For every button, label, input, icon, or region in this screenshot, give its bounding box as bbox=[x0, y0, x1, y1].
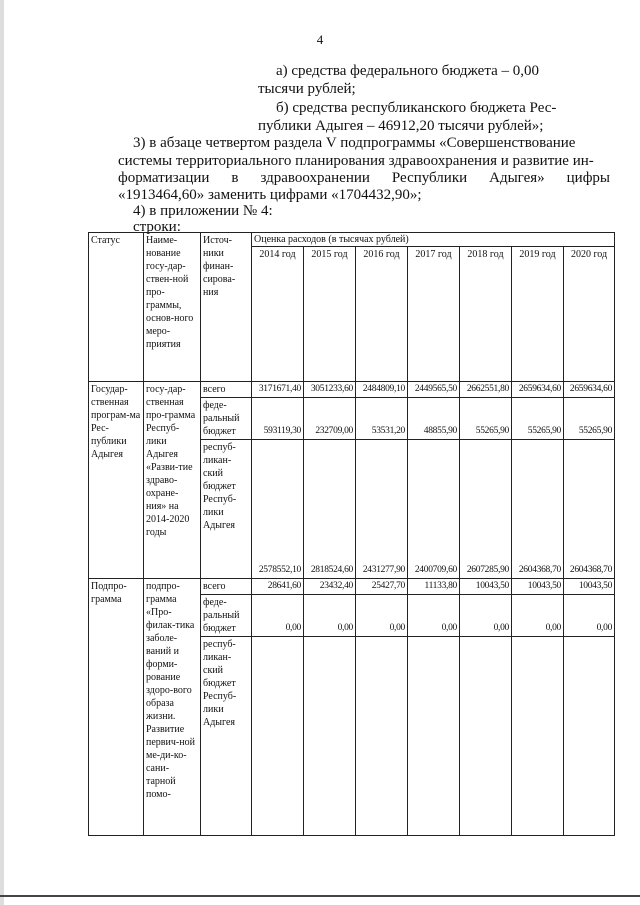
value-cell: 2818524,60 bbox=[304, 440, 356, 579]
word: в bbox=[231, 170, 239, 186]
source-label: респуб-ликан-ский бюджет Респуб-лики Адыгея bbox=[201, 440, 252, 579]
value-cell: 2604368,70 bbox=[564, 440, 615, 579]
line-p3-3 bbox=[118, 169, 610, 187]
line-b2: публики Адыгея – 46912,20 тысячи рублей»; bbox=[258, 118, 544, 134]
header-source: Источ-ники финан-сирова-ния bbox=[201, 233, 252, 382]
page-bottom-border bbox=[0, 895, 640, 897]
header-estimate: Оценка расходов (в тысячах рублей) bbox=[252, 233, 615, 247]
value-cell: 28641,60 bbox=[252, 579, 304, 595]
value-cell: 3171671,40 bbox=[252, 382, 304, 398]
header-year: 2015 год bbox=[304, 247, 356, 382]
source-label: феде-ральный бюджет bbox=[201, 398, 252, 440]
value-cell: 2659634,60 bbox=[512, 382, 564, 398]
header-year: 2014 год bbox=[252, 247, 304, 382]
value-cell bbox=[252, 637, 304, 836]
value-cell: 11133,80 bbox=[408, 579, 460, 595]
value-cell: 23432,40 bbox=[304, 579, 356, 595]
value-cell: 0,00 bbox=[460, 595, 512, 637]
row-status: Государ-ственная програм-ма Рес-публики Адыгея bbox=[89, 382, 144, 579]
line-b1: б) средства республиканского бюджета Рес- bbox=[276, 100, 557, 116]
value-cell: 3051233,60 bbox=[304, 382, 356, 398]
value-cell: 2662551,80 bbox=[460, 382, 512, 398]
value-cell: 232709,00 bbox=[304, 398, 356, 440]
source-label: всего bbox=[201, 579, 252, 595]
header-year: 2018 год bbox=[460, 247, 512, 382]
value-cell bbox=[304, 637, 356, 836]
value-cell: 10043,50 bbox=[512, 579, 564, 595]
line-p4-2: строки: bbox=[133, 219, 181, 235]
word: здравоохранении bbox=[260, 170, 370, 186]
word: цифры bbox=[566, 170, 610, 186]
value-cell: 55265,90 bbox=[512, 398, 564, 440]
page-number: 4 bbox=[316, 32, 324, 47]
value-cell: 10043,50 bbox=[460, 579, 512, 595]
header-year: 2016 год bbox=[356, 247, 408, 382]
value-cell: 0,00 bbox=[356, 595, 408, 637]
value-cell bbox=[408, 637, 460, 836]
value-cell: 0,00 bbox=[564, 595, 615, 637]
expenses-table bbox=[88, 232, 615, 836]
source-label: всего bbox=[201, 382, 252, 398]
value-cell: 2604368,70 bbox=[512, 440, 564, 579]
value-cell bbox=[460, 637, 512, 836]
header-name: Наиме-нование госу-дар-ствен-ной про-граммы, основ-ного меро-приятия bbox=[144, 233, 201, 382]
value-cell bbox=[356, 637, 408, 836]
value-cell: 593119,30 bbox=[252, 398, 304, 440]
value-cell: 25427,70 bbox=[356, 579, 408, 595]
line-p3-1: 3) в абзаце четвертом раздела V подпрограммы «Совершенствование bbox=[133, 135, 576, 151]
value-cell bbox=[564, 637, 615, 836]
value-cell: 48855,90 bbox=[408, 398, 460, 440]
source-label: феде-ральный бюджет bbox=[201, 595, 252, 637]
header-year: 2017 год bbox=[408, 247, 460, 382]
row-name: подпро-грамма «Про-филак-тика заболе-ваний и форми-рование здоро-вого образа жизни. Развитие первич-ной ме-ди-ко-сани-тарной помо- bbox=[144, 579, 201, 836]
header-year: 2020 год bbox=[564, 247, 615, 382]
value-cell: 2431277,90 bbox=[356, 440, 408, 579]
value-cell bbox=[512, 637, 564, 836]
value-cell: 2449565,50 bbox=[408, 382, 460, 398]
header-year: 2019 год bbox=[512, 247, 564, 382]
table-row bbox=[89, 579, 615, 595]
value-cell: 2659634,60 bbox=[564, 382, 615, 398]
value-cell: 0,00 bbox=[304, 595, 356, 637]
word: Республики bbox=[391, 170, 468, 186]
row-status: Подпро-грамма bbox=[89, 579, 144, 836]
header-status: Статус bbox=[89, 233, 144, 382]
page-edge-shadow bbox=[0, 0, 4, 905]
row-name: госу-дар-ственная про-грамма Респуб-лики Адыгея «Разви-тие здраво-охране-ния» на 2014-2020 годы bbox=[144, 382, 201, 579]
value-cell: 2484809,10 bbox=[356, 382, 408, 398]
header-row-1 bbox=[89, 233, 615, 247]
line-a2: тысячи рублей; bbox=[258, 81, 356, 97]
line-a1: а) средства федерального бюджета – 0,00 bbox=[276, 63, 539, 79]
value-cell: 2400709,60 bbox=[408, 440, 460, 579]
value-cell: 55265,90 bbox=[460, 398, 512, 440]
value-cell: 10043,50 bbox=[564, 579, 615, 595]
value-cell: 55265,90 bbox=[564, 398, 615, 440]
value-cell: 0,00 bbox=[512, 595, 564, 637]
word: Адыгея» bbox=[489, 170, 545, 186]
source-label: респуб-ликан-ский бюджет Респуб-лики Адыгея bbox=[201, 637, 252, 836]
line-p4-1: 4) в приложении № 4: bbox=[133, 203, 273, 219]
line-p3-4: «1913464,60» заменить цифрами «1704432,90»; bbox=[118, 187, 422, 203]
table-row bbox=[89, 382, 615, 398]
value-cell: 0,00 bbox=[408, 595, 460, 637]
word: форматизации bbox=[118, 170, 210, 186]
value-cell: 2578552,10 bbox=[252, 440, 304, 579]
value-cell: 0,00 bbox=[252, 595, 304, 637]
value-cell: 2607285,90 bbox=[460, 440, 512, 579]
value-cell: 53531,20 bbox=[356, 398, 408, 440]
line-p3-2: системы территориального планирования здравоохранения и развитие ин- bbox=[118, 153, 594, 169]
